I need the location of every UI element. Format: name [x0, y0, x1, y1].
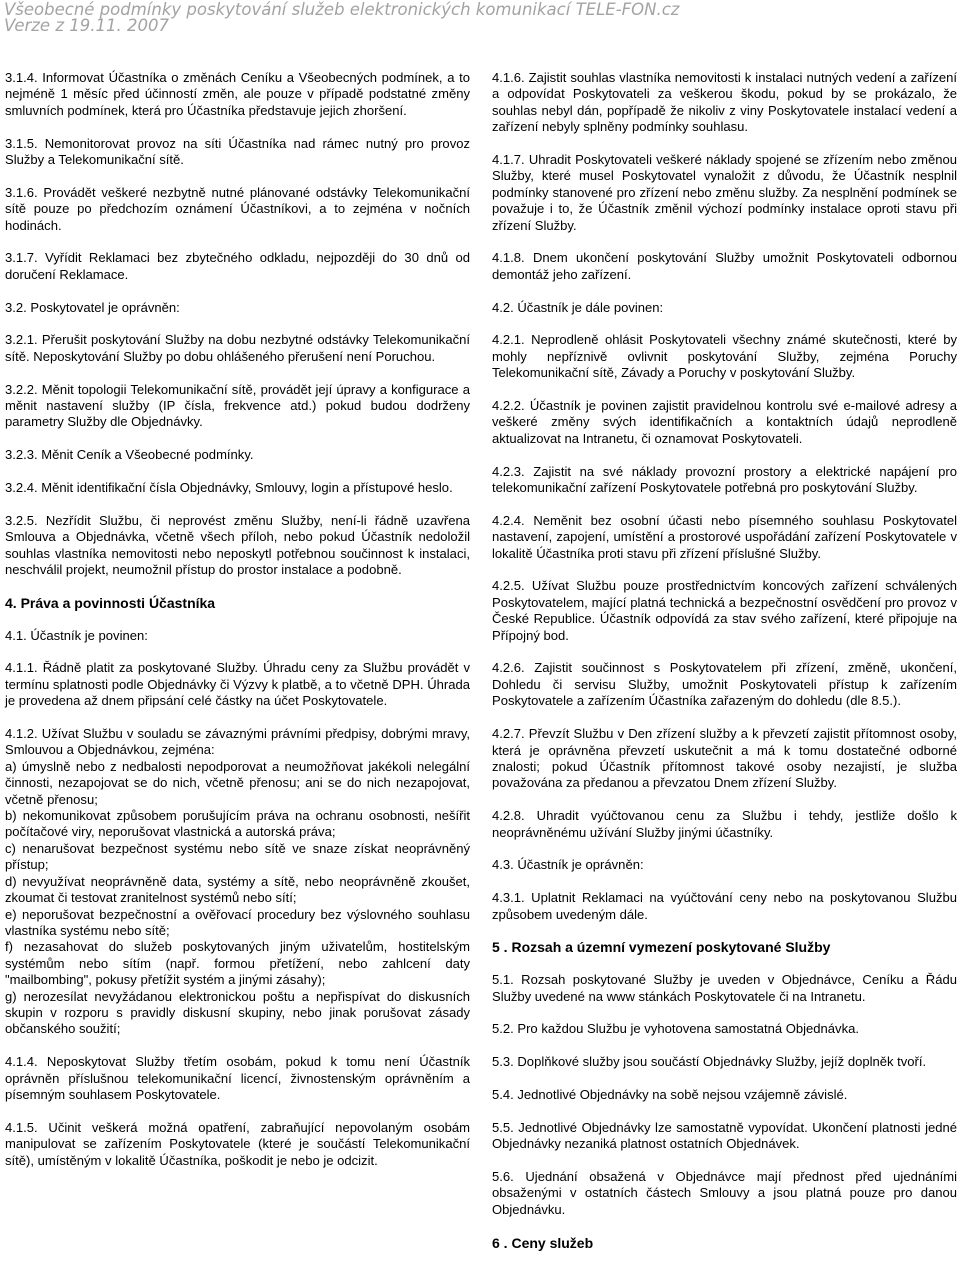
document-header-title: Všeobecné podmínky poskytování služeb elektronických komunikací TELE-FON.cz	[4, 0, 680, 19]
clause-3-1-6: 3.1.6. Provádět veškeré nezbytně nutné plánované odstávky Telekomunikační sítě pouze po předchozím oznámení Účastníkovi, a to zejména v nočních hodinách.	[5, 184, 470, 233]
clause-5-1: 5.1. Rozsah poskytované Služby je uveden v Objednávce, Ceníku a Řádu Služby uvedené na www stánkách Poskytovatele či na Intranetu.	[492, 972, 957, 1004]
clause-4-2: 4.2. Účastník je dále povinen:	[492, 299, 664, 315]
clause-4-1-6: 4.1.6. Zajistit souhlas vlastníka nemovitosti k instalaci nutných vedení a zařízení a odpovídat Poskytovateli za veškerou škodu, pokud by se prokázalo, že souhlas nebyl dán, popřípadě že nikoliv z viny Poskytovatele instalací vedení a zařízení nebyly splněny podmínky souhlasu.	[492, 70, 957, 135]
clause-3-2-4: 3.2.4. Měnit identifikační čísla Objednávky, Smlouvy, login a přístupové heslo.	[5, 480, 453, 496]
clause-4-1-2-d: d) nevyužívat neoprávněně data, systémy a sítě, nebo neoprávněně zkoušet, zkoumat či testovat zranitelnost systémů nebo sítí;	[5, 873, 470, 906]
clause-5-3: 5.3. Doplňkové služby jsou součástí Objednávky Služby, jejíž doplněk tvoří.	[492, 1054, 927, 1070]
clause-4-1-5: 4.1.5. Učinit veškerá možná opatření, zabraňující nepovolaným osobám manipulovat se zařízením Poskytovatele (které je součástí Telekomunikační sítě), umístěným v lokalitě Účastníka, poškodit je nebo je odcizit.	[5, 1119, 470, 1168]
clause-4-1-2-b: b) nekomunikovat způsobem porušujícím práva na ochranu osobnosti, nešířit počítačové viry, neporušovat vlastnická a autorská práva;	[5, 808, 470, 840]
clause-4-3-1: 4.3.1. Uplatnit Reklamaci na vyúčtování ceny nebo na poskytovanou Službu způsobem uvedeným dále.	[492, 890, 957, 922]
clause-4-1-2-f: f) nezasahovat do služeb poskytovaných jiným uživatelům, hostitelským systémům nebo sítím (např. formou přetížení, nebo zahlcení daty "mailbombing", pokusy přetížit systém a jinými zásahy);	[5, 939, 470, 988]
clause-3-2-1: 3.2.1. Přerušit poskytování Služby na dobu nezbytné odstávky Telekomunikační sítě. Neposkytování Služby po dobu ohlášeného přerušení není Poruchou.	[5, 332, 470, 364]
clause-3-2-3: 3.2.3. Měnit Ceník a Všeobecné podmínky.	[5, 447, 254, 463]
clause-4-1-2: 4.1.2. Užívat Službu v souladu se závaznými právními předpisy, dobrými mravy, Smlouvou a Objednávkou, zejména:	[5, 726, 470, 758]
clause-4-1-7: 4.1.7. Uhradit Poskytovateli veškeré náklady spojené se zřízením nebo změnou Služby, které musel Poskytovatel vynaložit z důvodu, že Účastník nesplnil podmínky stanovené pro zřízení nebo změnu služby. Za nesplnění podmínek se považuje i to, že Účastník změnil výchozí podmínky instalace oproti stavu při zřízení Služby.	[492, 152, 957, 233]
right-column	[492, 70, 957, 1267]
clause-4-3: 4.3. Účastník je oprávněn:	[492, 857, 644, 873]
clause-3-1-5: 3.1.5. Nemonitorovat provoz na síti Účastníka nad rámec nutný pro provoz Služby a Telekomunikační sítě.	[5, 135, 470, 168]
clause-3-2: 3.2. Poskytovatel je oprávněn:	[5, 299, 180, 315]
clause-3-2-2: 3.2.2. Měnit topologii Telekomunikační sítě, provádět její úpravy a konfigurace a měnit nastavení služby (IP čísla, frekvence atd.) pokud budou dodrženy parametry Služby dle Objednávky.	[5, 381, 470, 430]
clause-4-2-2: 4.2.2. Účastník je povinen zajistit pravidelnou kontrolu své e-mailové adresy a veškeré změny svých identifikačních a kontaktních údajů neprodleně aktualizovat na Intranetu, či oznamovat Poskytovateli.	[492, 398, 957, 446]
clause-4-1-8: 4.1.8. Dnem ukončení poskytování Služby umožnit Poskytovateli odbornou demontáž jeho zařízení.	[492, 250, 957, 282]
clause-5-2: 5.2. Pro každou Službu je vyhotovena samostatná Objednávka.	[492, 1021, 859, 1037]
clause-4-2-7: 4.2.7. Převzít Službu v Den zřízení služby a k převzetí zajistit přítomnost osoby, která je oprávněna převzetí uskutečnit a má k tomu dostatečné odborné znalosti; pokud Účastník přítomnost takové osoby nezajistí, je služba považována za předanou a převzatou Dnem zřízení Služby.	[492, 726, 957, 791]
clause-4-2-1: 4.2.1. Neprodleně ohlásit Poskytovateli všechny známé skutečnosti, které by mohly nepříznivě ovlivnit poskytování Služby, zejména Poruchy Telekomunikační sítě, Závady a Poruchy v poskytování Služby.	[492, 332, 957, 381]
clause-4-1-2-g: g) nerozesílat nevyžádanou elektronickou poštu a nepřispívat do diskusních skupin v rozporu s pravidly diskusní skupiny, nebo jinak porušovat zásady občanského soužití;	[5, 988, 470, 1037]
clause-4-2-6: 4.2.6. Zajistit součinnost s Poskytovatelem při zřízení, změně, ukončení, Dohledu či servisu Služby, umožnit Poskytovateli přístup k zařízením Poskytovatele a zařízením Účastníka zařazeným do dohledu (dle 8.5.).	[492, 660, 957, 709]
section-4-heading: 4. Práva a povinnosti Účastníka	[5, 594, 216, 611]
section-5-heading: 5 . Rozsah a územní vymezení poskytované Služby	[492, 939, 831, 956]
clause-4-1-2-a: a) úmyslně nebo z nedbalosti nepodporovat a neumožňovat jakékoli nelegální činnosti, nezapojovat se do nich, včetně přenosu; ani se do nich nezapojovat, včetně přenosu;	[5, 758, 470, 807]
clause-4-2-3: 4.2.3. Zajistit na své náklady provozní prostory a elektrické napájení pro telekomunikační zařízení Poskytovatele potřebná pro poskytování Služby.	[492, 463, 957, 496]
clause-5-5: 5.5. Jednotlivé Objednávky lze samostatně vypovídat. Ukončení platnosti jedné Objednávky nezaniká platnost ostatních Objednávek.	[492, 1119, 957, 1152]
clause-4-1-2-e: e) neporušovat bezpečnostní a ověřovací procedury bez výslovného souhlasu vlastníka systému nebo sítě;	[5, 906, 470, 938]
clause-4-1: 4.1. Účastník je povinen:	[5, 627, 148, 643]
clause-4-2-5: 4.2.5. Užívat Službu pouze prostřednictvím koncových zařízení schválených Poskytovatelem, mající platná technická a bezpečnostní osvědčení pro provoz v České Republice. Účastník odpovídá za stav svého zařízení, které připojuje na Přípojný bod.	[492, 578, 957, 643]
clause-3-1-7: 3.1.7. Vyřídit Reklamaci bez zbytečného odkladu, nejpozději do 30 dnů od doručení Reklamace.	[5, 250, 470, 282]
clause-4-2-4: 4.2.4. Neměnit bez osobní účasti nebo písemného souhlasu Poskytovatel nastavení, zapojení, umístění a prostorové uspořádání zařízení Poskytovatele v lokalitě Účastníka proti stavu při zřízení příslušné Služby.	[492, 512, 957, 561]
clause-5-6: 5.6. Ujednání obsažená v Objednávce mají přednost před ujednáními obsaženými v ostatních částech Smlouvy a jsou platná pouze pro danou Objednávku.	[492, 1168, 957, 1217]
clause-5-4: 5.4. Jednotlivé Objednávky na sobě nejsou vzájemně závislé.	[492, 1086, 848, 1102]
clause-4-1-2-c: c) nenarušovat bezpečnost systému nebo sítě ve snaze získat neoprávněný přístup;	[5, 840, 470, 873]
clause-4-1-1: 4.1.1. Řádně platit za poskytované Služby. Úhradu ceny za Službu provádět v termínu splatnosti podle Objednávky či Výzvy k platbě, a to včetně DPH. Úhrada je provedena až dnem připsání celé částky na účet Poskytovatele.	[5, 660, 470, 709]
left-column	[5, 70, 470, 1185]
clause-4-2-8: 4.2.8. Uhradit vyúčtovanou cenu za Službu i tehdy, jestliže došlo k neoprávněnému užívání Služby jinými účastníky.	[492, 808, 957, 840]
clause-3-2-5: 3.2.5. Nezřídit Službu, či neprovést změnu Služby, není-li řádně uzavřena Smlouva a Objednávka, včetně všech příloh, nebo pokud Účastník nedoložil souhlas vlastníka nemovitosti nebo neposkytl potřebnou součinnost k instalaci, neschválil projekt, neumožnil přístup do prostor instalace a podobně.	[5, 512, 470, 578]
document-header-version: Verze z 19.11. 2007	[4, 16, 169, 35]
clause-4-1-4: 4.1.4. Neposkytovat Služby třetím osobám, pokud k tomu není Účastník oprávněn příslušnou telekomunikační licencí, živnostenským oprávněním a písemným souhlasem Poskytovatele.	[5, 1054, 470, 1102]
section-6-heading: 6 . Ceny služeb	[492, 1234, 594, 1251]
clause-3-1-4: 3.1.4. Informovat Účastníka o změnách Ceníku a Všeobecných podmínek, a to nejméně 1 měsíc před účinností změn, ale pouze v případě podstatné změny smluvních podmínek, která pro Účastníka představuje jejich zhoršení.	[5, 70, 470, 118]
